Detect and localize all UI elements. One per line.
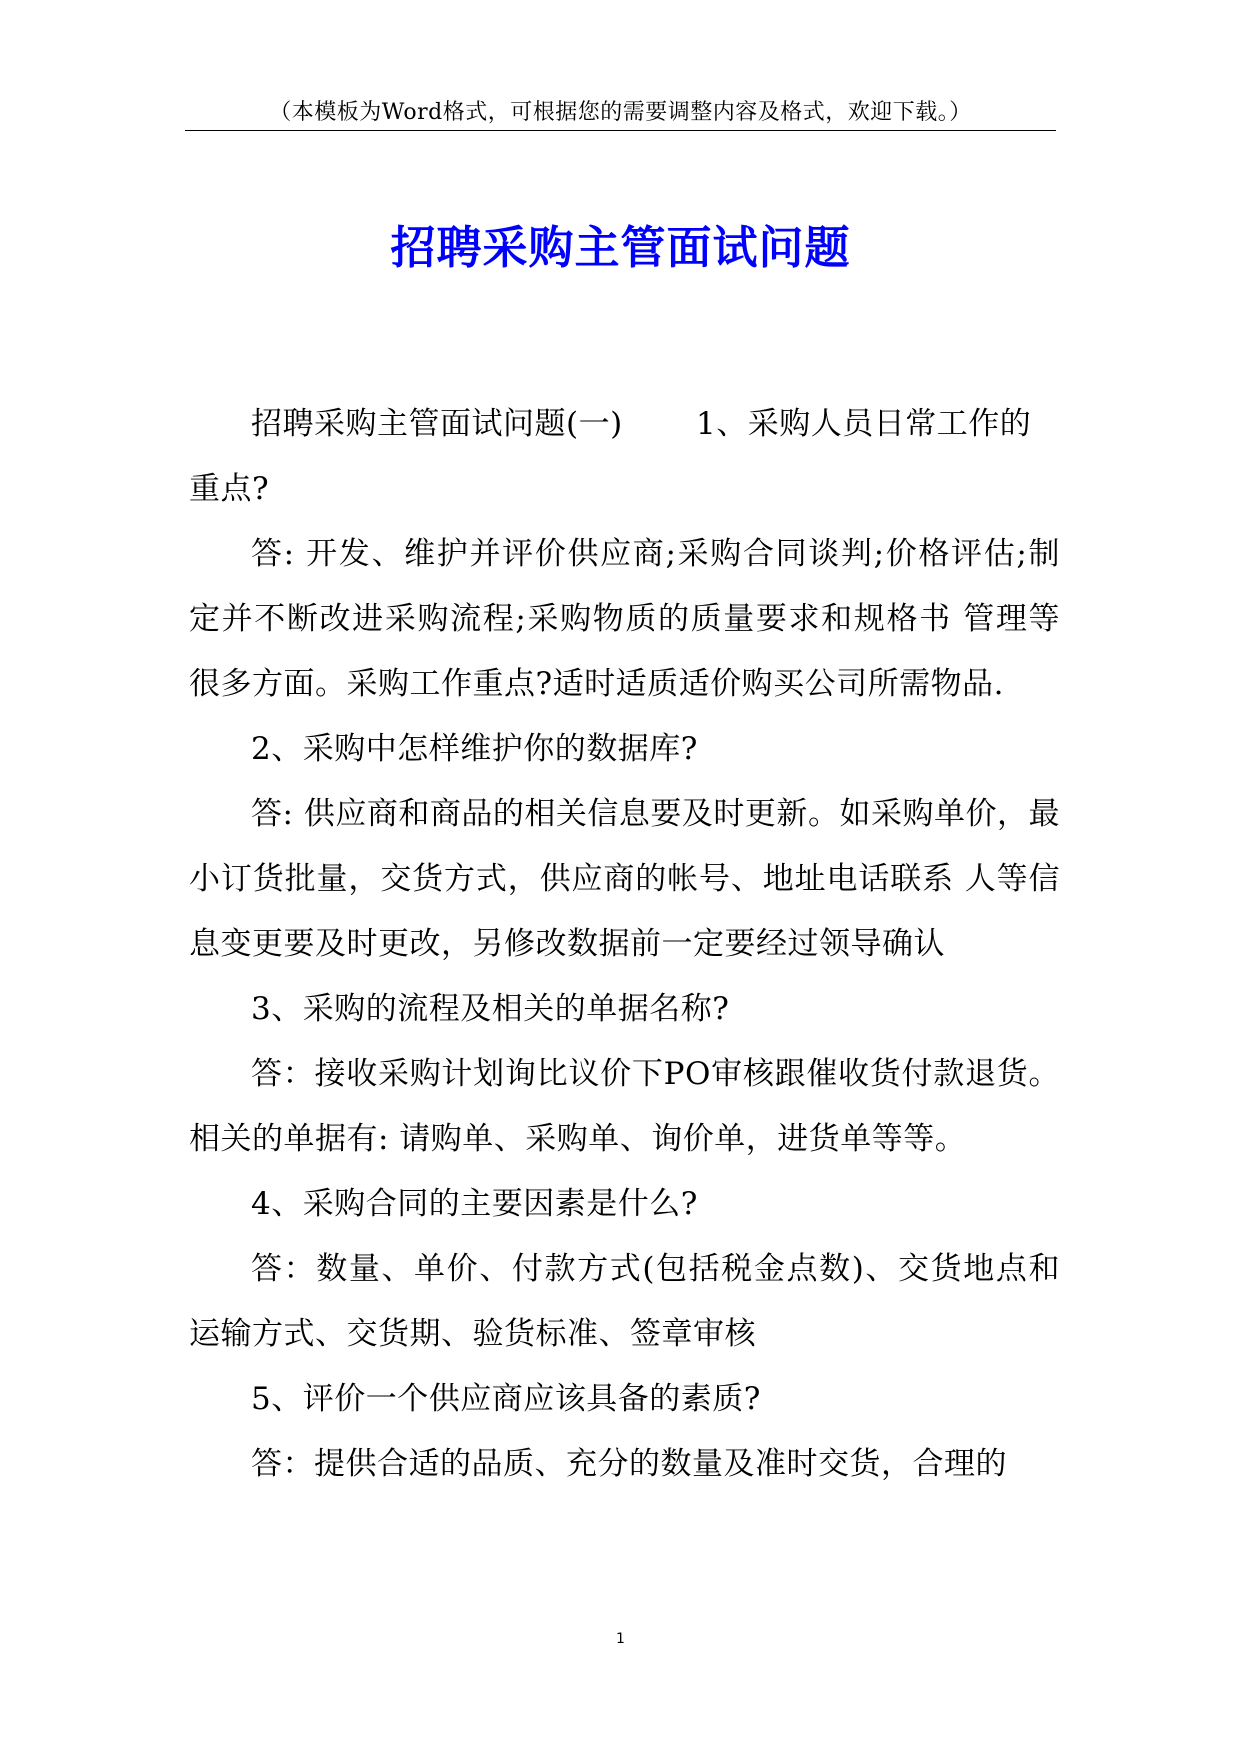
paragraph-question-4: 4、采购合同的主要因素是什么? [251,1186,698,1222]
paragraph-answer-5: 答：提供合适的品质、充分的数量及准时交货，合理的 [251,1446,1007,1482]
paragraph-answer-2: 答: 供应商和商品的相关信息要及时更新。如采购单价，最小订货批量，交货方式，供应商的帐号、地址电话联系 人等信息变更要及时更改，另修改数据前一定要经过领导确认 [189,796,1060,962]
paragraph-answer-1: 答: 开发、维护并评价供应商;采购合同谈判;价格评估;制定并不断改进采购流程;采购物质的质量要求和规格书 管理等很多方面。采购工作重点?适时适质适价购买公司所需物品. [189,536,1060,702]
template-note: （本模板为Word格式，可根据您的需要调整内容及格式，欢迎下载。） [269,100,972,125]
paragraph-question-3: 3、采购的流程及相关的单据名称? [251,991,730,1027]
paragraph-question-5: 5、评价一个供应商应该具备的素质? [251,1381,761,1417]
document-title: 招聘采购主管面试问题 [390,221,851,274]
paragraph-answer-4: 答：数量、单价、付款方式(包括税金点数)、交货地点和运输方式、交货期、验货标准、签章审核 [189,1251,1060,1352]
paragraph-intro-question-1: 招聘采购主管面试问题(一) 1、采购人员日常工作的重点? [189,406,1032,507]
document-body [189,392,1060,1497]
paragraph-question-2: 2、采购中怎样维护你的数据库? [251,731,698,767]
page-number: 1 [616,1631,625,1647]
header-divider [185,130,1056,131]
paragraph-answer-3: 答：接收采购计划询比议价下PO审核跟催收货付款退货。相关的单据有: 请购单、采购单、询价单，进货单等等。 [189,1056,1060,1157]
